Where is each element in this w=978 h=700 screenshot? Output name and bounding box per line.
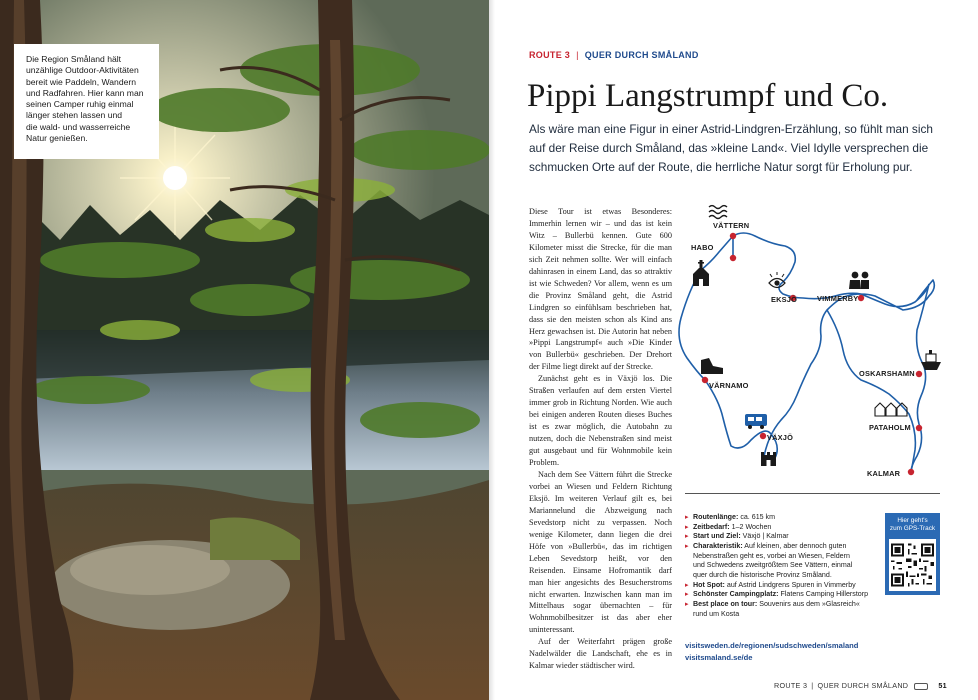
body-paragraph: Nach dem See Vättern führt die Strecke vorbei an Wiesen und Feldern Richtung Eksjö. Im weiteren Verlauf gilt es, bei Mariannelund die Abzweigung nach Sevedstorp nicht zu verpassen. Noch wenige Kilometer, dann liegen die drei Höfe von »Bullerbü«, das im richtigen Leben Sevedstorp heißt, vor den Reisenden. Einsame Hofromantik darf man hier angesichts des Besucherstroms nicht erwarten. Inzwischen kann man im Mittelhaus sogar übernachten – für Wohnmobilbesitzer ist das aber eher uninteressant. <box>529 469 672 635</box>
page-number: 51 <box>938 681 947 690</box>
fact-character <box>685 542 875 581</box>
map-label-vattern: VÄTTERN <box>713 221 750 230</box>
body-column <box>529 206 672 672</box>
link-visitsmaland[interactable]: visitsmaland.se/de <box>685 652 753 662</box>
children-icon <box>849 272 869 289</box>
fact-value: auf Astrid Lindgrens Spuren in Vimmerby <box>726 580 856 589</box>
fact-label: Best place on tour: <box>693 599 758 608</box>
body-paragraph: Auf der Weiterfahrt prägen große Nadelwälder die Landschaft, ehe es in Kalmar wieder städtischer wird. <box>529 637 672 671</box>
intro-paragraph: Als wäre man eine Figur in einer Astrid-Lindgren-Erzählung, so fühlt man sich auf der Reise durch Småland, das »kleine Land«. Viel Idylle versprechen die schmucken Orte auf der Route, die herrliche Natur sorgt für Erholung pur. <box>529 122 933 174</box>
photo-caption: Die Region Småland hält unzählige Outdoor-Aktivitäten bereit wie Paddeln, Wandern und Radfahren. Hier kann man seinen Camper ruhig einmal länger stehen lassen und die wald- und wasserreiche Natur genießen. <box>26 54 144 144</box>
fact-value: 1–2 Wochen <box>731 522 772 531</box>
link-visitsweden[interactable]: visitsweden.de/regionen/sudschweden/smaland <box>685 641 859 650</box>
qr-code-icon[interactable] <box>889 539 936 591</box>
fact-label: Zeitbedarf: <box>693 522 730 531</box>
route-kicker <box>529 50 699 60</box>
fact-continuation: Nebenstraßen geht es, vorbei an Wiesen, Feldern <box>693 551 850 560</box>
fact-campsite <box>685 590 875 600</box>
route-map <box>671 200 949 490</box>
houses-icon <box>875 403 907 416</box>
fact-duration <box>685 523 875 533</box>
fact-label: Routenlänge: <box>693 513 739 521</box>
route-path <box>679 233 934 472</box>
map-label-eksjo: EKSJÖ <box>771 295 798 304</box>
fact-best-place <box>685 600 875 619</box>
footer-title: QUER DURCH SMÅLAND <box>817 681 909 690</box>
fact-value: Auf kleinen, aber dennoch guten <box>744 541 847 550</box>
church-icon <box>693 260 709 286</box>
stop-dot-vaxjo <box>760 433 766 439</box>
boot-icon <box>701 358 723 374</box>
route-separator: | <box>576 50 579 60</box>
fact-value: Växjö | Kalmar <box>742 532 789 541</box>
fact-continuation: quer durch die historische Provinz Småland. <box>693 570 832 579</box>
gps-track-box[interactable] <box>885 513 940 595</box>
page-footer <box>774 681 947 690</box>
facts-list <box>685 513 875 619</box>
body-paragraph: Diese Tour ist etwas Besonderes: Immerhin lernen wir – und das ist kein Witz – Bullerbü kennen. Gute 600 Kilometer misst die Strecke, für die man sich Zeit nehmen sollte. Wer will einfach dahinrasen in einem Land, das so attraktiv ist wie Schweden? Vor allem, wenn es um die Provinz Småland geht, die Astrid Lindgren so einfühlsam beschrieben hat, dass sie den meisten schon als Kind ans Herz gewachsen ist. Die Autorin hat neben »Pippi Langstrumpf« auch »Die Kinder von Bullerbü« geschrieben. Der Drehort der Filme liegt direkt auf der Strecke. <box>529 207 672 372</box>
map-label-habo: HABO <box>691 243 714 252</box>
fact-label: Charakteristik: <box>693 541 743 550</box>
stop-dot-pataholm <box>916 425 922 431</box>
eye-icon <box>769 272 785 288</box>
book-gutter <box>489 0 495 700</box>
fact-label: Start und Ziel: <box>693 532 741 541</box>
ship-icon <box>921 350 941 370</box>
map-label-vimmerby: VIMMERBY <box>817 294 859 303</box>
fact-continuation: und Schwedens zweitgrößtem See Vättern, einmal <box>693 561 853 570</box>
fact-value: Souvenirs aus dem »Glasreich« rund um Kosta <box>693 599 860 618</box>
fact-label: Schönster Campingplatz: <box>693 590 779 599</box>
map-label-vaxjo: VÄXJÖ <box>767 433 794 442</box>
waves-icon <box>709 206 727 219</box>
facts-divider <box>685 493 940 494</box>
fact-value: Flatens Camping Hillerstorp <box>780 590 869 599</box>
camper-icon <box>914 683 928 690</box>
fact-route-length <box>685 513 875 523</box>
stop-dot-vimmerby <box>858 295 864 301</box>
footer-separator: | <box>811 681 814 690</box>
map-label-kalmar: KALMAR <box>867 469 901 478</box>
fact-start-end <box>685 532 875 542</box>
gps-track-label: Hier geht's zum GPS-Track <box>889 517 936 532</box>
photo-caption-box <box>14 44 159 159</box>
camper-van-icon <box>745 414 767 429</box>
route-stops <box>702 233 922 475</box>
fact-label: Hot Spot: <box>693 580 725 589</box>
route-path-east <box>911 284 929 472</box>
map-label-pataholm: PATAHOLM <box>869 423 911 432</box>
fact-hot-spot <box>685 581 875 591</box>
stop-dot-oskarshamn <box>916 371 922 377</box>
stop-dot-varnamo <box>702 377 708 383</box>
map-label-varnamo: VÄRNAMO <box>709 381 749 390</box>
fact-value: ca. 615 km <box>740 513 776 521</box>
castle-icon <box>761 452 776 466</box>
footer-route: ROUTE 3 <box>774 681 808 690</box>
text-page <box>489 0 978 700</box>
stop-dot-kalmar <box>908 469 914 475</box>
route-title: QUER DURCH SMÅLAND <box>584 50 699 60</box>
page-title: Pippi Langstrumpf und Co. <box>527 78 889 114</box>
links <box>685 640 858 663</box>
map-label-oskarshamn: OSKARSHAMN <box>859 369 915 378</box>
stop-dot-vattern <box>730 233 736 239</box>
stop-dot-habo <box>730 255 736 261</box>
route-number: ROUTE 3 <box>529 50 571 60</box>
body-paragraph: Zunächst geht es in Växjö los. Die Straßen verlaufen auf dem ersten Viertel immer grob in Richtung Norden. Wie auch bei einigen anderen Routen dieses Buches ist es zwar möglich, die Autobahn zu nutzen, doch die Nebenstraßen sind meist gut ausgebaut und für Wohnmobile kein Problem. <box>529 374 672 468</box>
